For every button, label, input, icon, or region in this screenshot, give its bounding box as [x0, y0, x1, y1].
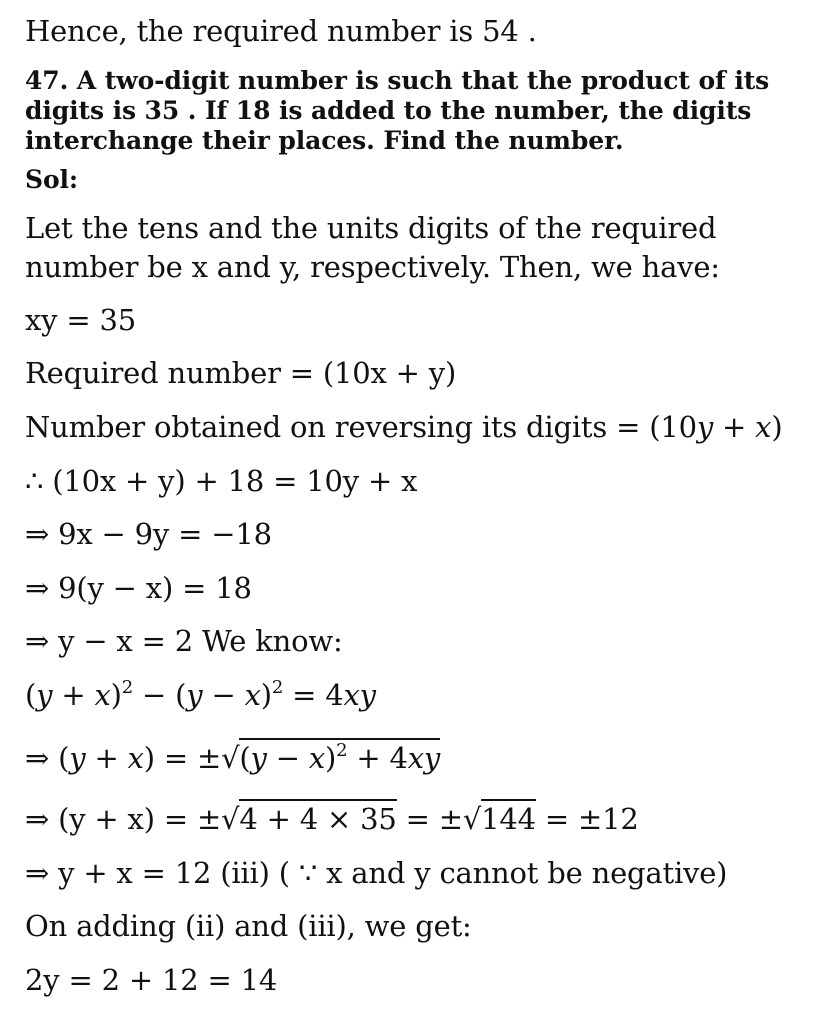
equation-identity	[25, 677, 376, 713]
var-xy: xy	[407, 741, 441, 775]
n0: ⇒ (y + x) = ±√	[25, 802, 240, 836]
equation-condition: ∴ (10x + y) + 18 = 10y + x	[25, 464, 418, 498]
exponent: 2	[271, 677, 284, 698]
equation-required-number: Required number = (10x + y)	[25, 356, 457, 390]
var-xy: xy	[343, 678, 376, 712]
var-x: x	[244, 678, 261, 712]
adding-text: On adding (ii) and (iii), we get:	[25, 909, 472, 943]
r0: ⇒ (	[25, 741, 70, 775]
t4: )	[110, 678, 122, 712]
var-y: y	[186, 678, 203, 712]
equation-numeric-root	[25, 801, 639, 837]
exponent: 2	[121, 677, 133, 698]
equation-step-2: ⇒ 9(y − x) = 18	[25, 571, 252, 605]
op-plus: +	[713, 410, 756, 444]
equation-step-1: ⇒ 9x − 9y = −18	[25, 517, 272, 551]
t10: )	[260, 678, 272, 712]
equation-step-3: ⇒ y − x = 2 We know:	[25, 624, 343, 658]
paren-close: )	[771, 410, 783, 444]
var-y: y	[696, 410, 714, 444]
question-line-1: 47. A two-digit number is such that the product of its	[25, 66, 770, 95]
t6: − (	[133, 678, 187, 712]
var-y: y	[36, 678, 53, 712]
question-line-2: digits is 35 . If 18 is added to the number, the digits	[25, 96, 752, 125]
r11: + 4	[347, 741, 408, 775]
exponent: 2	[336, 740, 348, 761]
r2: +	[85, 741, 128, 775]
r7: −	[266, 741, 309, 775]
equation-final: 2y = 2 + 12 = 14	[25, 963, 278, 997]
n2: = ±√	[396, 802, 482, 836]
t2: +	[52, 678, 95, 712]
var-x: x	[94, 678, 111, 712]
sol-label: Sol:	[25, 165, 79, 194]
previous-answer: Hence, the required number is 54 .	[25, 14, 537, 48]
t0: (	[25, 678, 37, 712]
n4: = ±12	[535, 802, 639, 836]
t8: −	[202, 678, 245, 712]
r4: ) = ±√	[143, 741, 240, 775]
intro-line-2: number be x and y, respectively. Then, we have:	[25, 250, 720, 284]
radicand-1: 4 + 4 × 35	[239, 799, 396, 836]
radicand	[239, 738, 440, 775]
var-x: x	[308, 741, 325, 775]
r5: (	[239, 741, 251, 775]
equation-reversed-number	[25, 409, 782, 445]
equation-root-expression	[25, 740, 440, 776]
var-x: x	[127, 741, 144, 775]
intro-line-1: Let the tens and the units digits of the required	[25, 211, 717, 245]
reversed-text: Number obtained on reversing its digits = (10	[25, 410, 697, 444]
radicand-2: 144	[481, 799, 536, 836]
var-x: x	[755, 410, 772, 444]
question-line-3: interchange their places. Find the number.	[25, 126, 624, 155]
var-y: y	[69, 741, 86, 775]
equation-product: xy = 35	[25, 303, 136, 337]
r9: )	[324, 741, 337, 775]
equation-sum: ⇒ y + x = 12 (iii) ( ∵ x and y cannot be negative)	[25, 856, 728, 890]
var-y: y	[250, 741, 267, 775]
t12: = 4	[283, 678, 344, 712]
